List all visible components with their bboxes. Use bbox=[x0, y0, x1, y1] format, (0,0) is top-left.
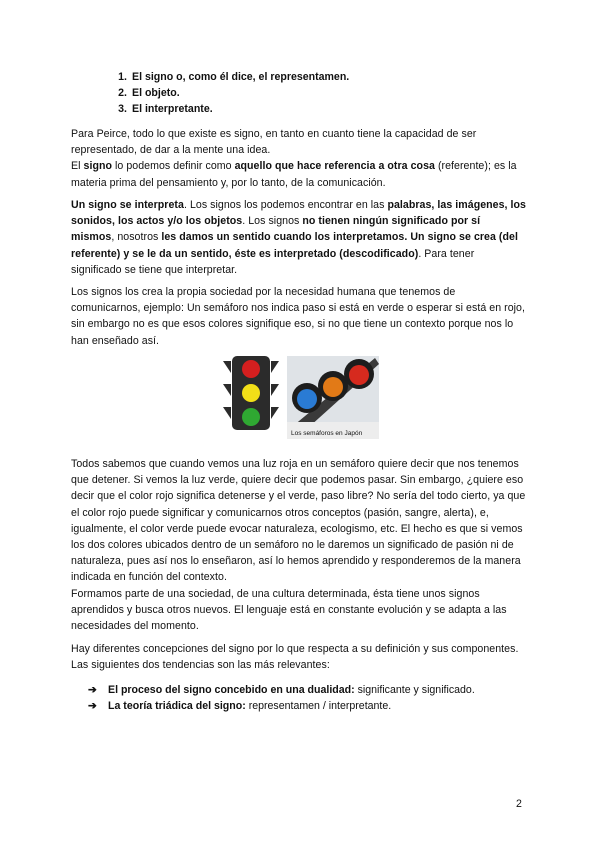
blue-lamp-icon bbox=[297, 389, 317, 409]
bold-run: El proceso del signo concebido en una dualidad: bbox=[108, 684, 355, 696]
sign-elements-list bbox=[107, 69, 349, 118]
text-run: . Para tener significado se tiene que interpretar. bbox=[71, 247, 475, 276]
arrow-icon: ➔ bbox=[88, 700, 97, 713]
japan-traffic-lights-photo bbox=[287, 356, 379, 439]
bold-run: aquello que hace referencia a otra cosa bbox=[234, 160, 435, 173]
photo-caption: Los semáforos en Japón bbox=[291, 430, 363, 437]
traffic-light-icon bbox=[219, 355, 283, 431]
photo-illustration bbox=[287, 356, 379, 439]
bold-run: no tienen ningún significado por sí mismos bbox=[71, 215, 481, 244]
paragraph-text: Para Peirce, todo lo que existe es signo, en tanto en cuanto tiene la capacidad de ser representado, de dar a la mente una idea. bbox=[71, 128, 477, 157]
list-item bbox=[88, 698, 475, 714]
bold-run: les damos un sentido cuando los interpretamos. Un signo se crea (del referente) y se le da un sentido, éste es interpretado (descodificado) bbox=[71, 231, 518, 260]
paragraph-signo-definition bbox=[71, 158, 526, 190]
traffic-light-visor bbox=[271, 361, 279, 373]
red-light-icon bbox=[242, 360, 260, 378]
list-item bbox=[107, 85, 349, 101]
list-text: El objeto. bbox=[132, 87, 180, 100]
red-lamp-icon bbox=[349, 365, 369, 385]
list-number: 1. bbox=[118, 71, 127, 83]
bold-run: Un signo se interpreta bbox=[71, 199, 184, 211]
text-run: , nosotros bbox=[111, 231, 162, 244]
traffic-light-visor bbox=[223, 407, 231, 419]
paragraph-interpreta bbox=[71, 197, 526, 278]
list-number: 3. bbox=[118, 103, 127, 116]
text-run: (referente); es la materia prima del pensamiento y, por lo tanto, de la comunicación. bbox=[71, 160, 517, 189]
page-number: 2 bbox=[516, 798, 522, 810]
paragraph-concepciones: Hay diferentes concepciones del signo por lo que respecta a su definición y sus componentes. Las siguientes dos tendencias son las más relevantes: bbox=[71, 643, 519, 672]
list-text: El signo o, como él dice, el representamen. bbox=[132, 71, 350, 83]
paragraph-sociedad: Los signos los crea la propia sociedad por la necesidad humana que tenemos de comunicarnos, ejemplo: Un semáforo nos indica paso si está en verde o esperar si está en rojo, sin embargo no es que esos colores signifique eso, si no que tiene un contexto porque nos lo han enseñado así. bbox=[71, 286, 525, 347]
list-item bbox=[88, 682, 475, 698]
paragraph-semaforo: Todos sabemos que cuando vemos una luz roja en un semáforo quiere decir que nos tenemos que detener. Si vemos la luz verde, quiere decir que podemos pasar. Sin embargo, ¿quiere eso decir que el color rojo significa detenerse y el verde, paso libre? No sería del todo cierto, ya que el color rojo puede significar y comunicarnos otros conceptos (pasión, sangre, alerta), e, igualmente, el color verde puede evocar naturaleza, ecologismo, etc. El hecho es que si vemos los dos colores ubicados dentro de un semáforo no le daremos un significado de pasión ni de naturaleza, pues así nos lo enseñaron, así lo hemos aprendido y responderemos de la manera indicada en función del contexto. bbox=[71, 458, 526, 584]
bold-run: signo bbox=[83, 160, 113, 173]
bold-run: palabras, las imágenes, los sonidos, los actos y/o los objetos bbox=[71, 199, 526, 228]
list-item bbox=[107, 69, 349, 85]
arrow-icon: ➔ bbox=[88, 684, 97, 696]
text-run: significante y significado. bbox=[354, 684, 475, 696]
paragraph-peirce bbox=[71, 126, 526, 191]
traffic-light-illustration bbox=[219, 355, 283, 431]
text-run: representamen / interpretante. bbox=[245, 700, 392, 713]
list-item bbox=[107, 101, 349, 117]
traffic-light-visor bbox=[223, 384, 231, 396]
traffic-light-visor bbox=[271, 384, 279, 396]
traffic-light-visor bbox=[223, 361, 231, 373]
text-run: El bbox=[71, 160, 84, 173]
text-run: . Los signos bbox=[242, 215, 303, 228]
green-light-icon bbox=[242, 408, 260, 426]
text-run: . Los signos los podemos encontrar en las bbox=[183, 199, 388, 211]
orange-lamp-icon bbox=[323, 377, 343, 397]
list-text: El interpretante. bbox=[132, 103, 213, 116]
text-run: lo podemos definir como bbox=[112, 160, 235, 173]
tendencias-list bbox=[88, 682, 475, 714]
bold-run: La teoría triádica del signo: bbox=[108, 700, 246, 713]
traffic-light-visor bbox=[271, 407, 279, 419]
yellow-light-icon bbox=[242, 384, 260, 402]
list-number: 2. bbox=[118, 87, 127, 100]
paragraph-cultura: Formamos parte de una sociedad, de una cultura determinada, ésta tiene unos signos aprendidos y busca otros nuevos. El lenguaje está en constante evolución y se adapta a las necesidades del momento. bbox=[71, 588, 507, 633]
